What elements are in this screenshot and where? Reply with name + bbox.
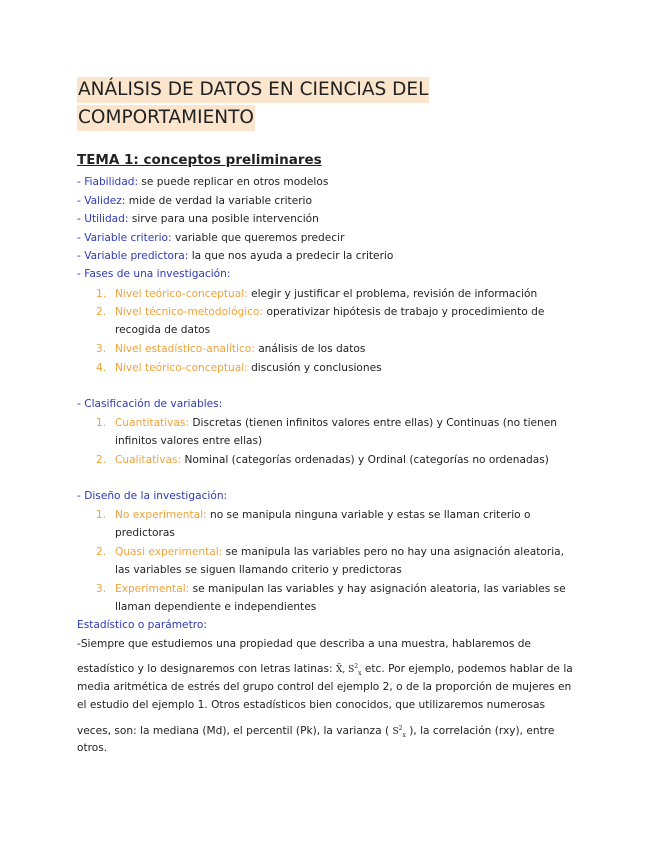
estadistico-paragraph-line-4: el estudio del ejemplo 1. Otros estadísticos bien conocidos, que utilizaremos numerosas bbox=[77, 699, 546, 711]
fases-heading: - Fases de una investigación: bbox=[77, 268, 231, 280]
fases-item-4: 4. Nivel teórico-conceptual: discusión y conclusiones bbox=[96, 362, 382, 374]
section-heading-tema: TEMA 1: conceptos preliminares bbox=[77, 152, 322, 168]
clasificacion-item-1: 1. Cuantitativas: Discretas (tienen infinitos valores entre ellas) y Continuas (no tienen bbox=[96, 417, 557, 429]
definition-variable-criterio: - Variable criterio: variable que queremos predecir bbox=[77, 232, 345, 244]
fases-item-2-continuation: recogida de datos bbox=[115, 324, 211, 336]
fases-item-2: 2. Nivel técnico-metodológico: operativizar hipótesis de trabajo y procedimiento de bbox=[96, 306, 545, 318]
diseno-item-2: 2. Quasi experimental: se manipula las variables pero no hay una asignación aleatoria, bbox=[96, 546, 565, 558]
estadistico-paragraph-line-5: veces, son: la mediana (Md), el percentil (Pk), la varianza ( $S^2_x$ ), la correlación (rxy), entre bbox=[77, 725, 555, 739]
diseno-item-1-continuation: predictoras bbox=[115, 527, 175, 539]
clasificacion-item-1-continuation: infinitos valores entre ellas) bbox=[115, 435, 263, 447]
estadistico-paragraph-line-3: media aritmética de estrés del grupo control del ejemplo 2, o de la proporción de mujeres en bbox=[77, 681, 572, 693]
diseno-item-3: 3. Experimental: se manipulan las variables y hay asignación aleatoria, las variables se bbox=[96, 583, 566, 595]
definition-validez: - Validez: mide de verdad la variable criterio bbox=[77, 195, 312, 207]
estadistico-heading: Estadístico o parámetro: bbox=[77, 619, 207, 631]
title-line-1: ANÁLISIS DE DATOS EN CIENCIAS DEL bbox=[77, 77, 429, 103]
title-line-2: COMPORTAMIENTO bbox=[77, 105, 255, 131]
estadistico-paragraph-line-2: estadístico y lo designaremos con letras latinas: X̄, $S^2_x$ etc. Por ejemplo, podemos hablar de la bbox=[77, 663, 573, 677]
estadistico-paragraph-line-1: -Siempre que estudiemos una propiedad que describa a una muestra, hablaremos de bbox=[77, 638, 531, 650]
diseno-item-3-continuation: llaman dependiente e independientes bbox=[115, 601, 317, 613]
clasificacion-heading: - Clasificación de variables: bbox=[77, 398, 223, 410]
estadistico-paragraph-line-6: otros. bbox=[77, 742, 108, 754]
definition-utilidad: - Utilidad: sirve para una posible intervención bbox=[77, 213, 319, 225]
diseno-item-2-continuation: las variables se siguen llamando criterio y predictoras bbox=[115, 564, 402, 576]
variance-formula: $S^2_x$ bbox=[392, 725, 406, 739]
diseno-item-1: 1. No experimental: no se manipula ninguna variable y estas se llaman criterio o bbox=[96, 509, 531, 521]
latin-letters-formula: X̄, $S^2_x$ bbox=[335, 663, 362, 677]
diseno-heading: - Diseño de la investigación: bbox=[77, 490, 228, 502]
clasificacion-item-2: 2. Cualitativas: Nominal (categorías ordenadas) y Ordinal (categorías no ordenadas) bbox=[96, 454, 549, 466]
definition-fiabilidad: - Fiabilidad: se puede replicar en otros modelos bbox=[77, 176, 329, 188]
fases-item-3: 3. Nivel estadístico-analítico: análisis de los datos bbox=[96, 343, 366, 355]
definition-variable-predictora: - Variable predictora: la que nos ayuda a predecir la criterio bbox=[77, 250, 394, 262]
fases-item-1: 1. Nivel teórico-conceptual: elegir y justificar el problema, revisión de información bbox=[96, 288, 538, 300]
